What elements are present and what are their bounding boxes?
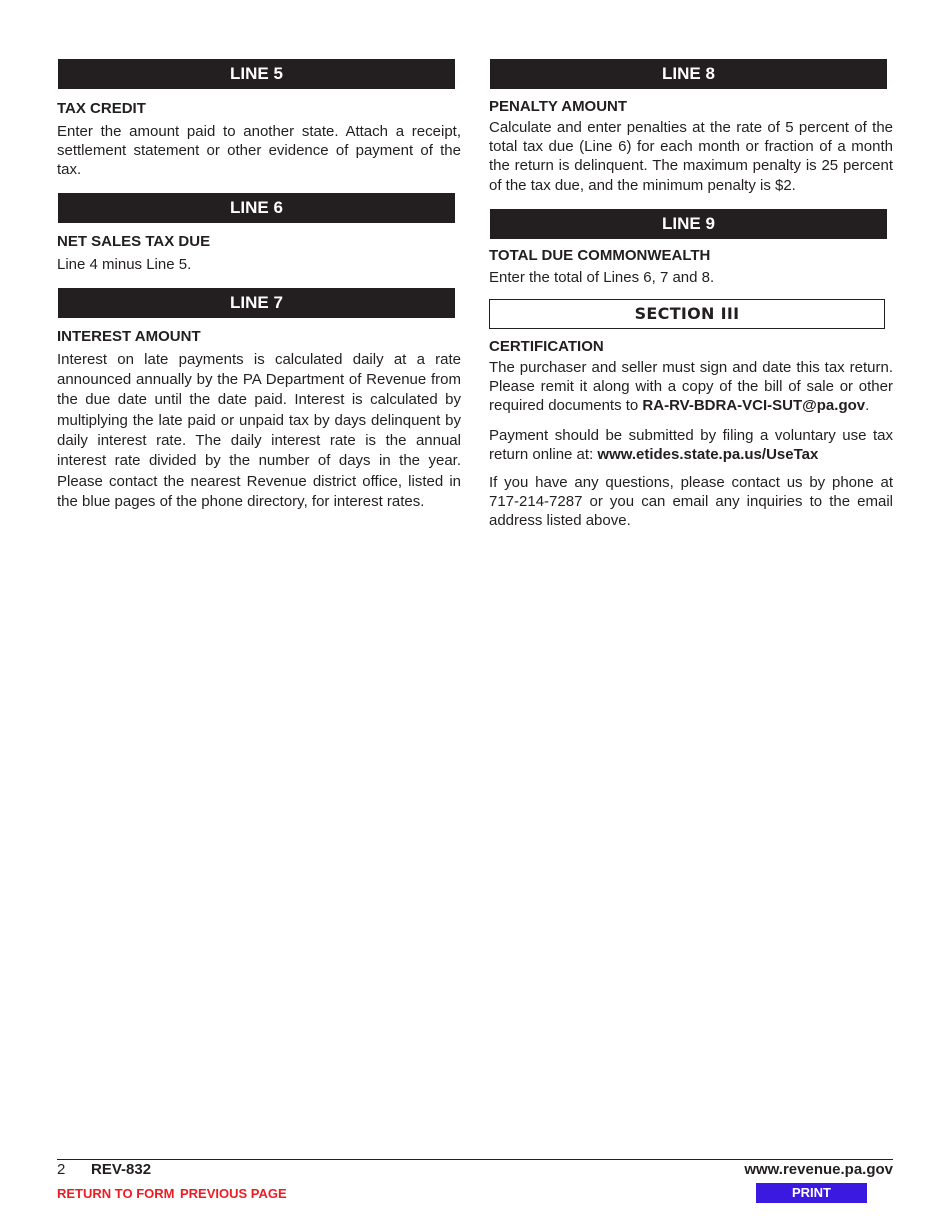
tax-credit-text: Enter the amount paid to another state. Attach a receipt, settlement statement or other evidence of payment of the tax.: [57, 123, 461, 179]
online-payment-body: Payment should be submitted by filing a voluntary use tax return online at:: [489, 426, 893, 463]
total-due-heading: TOTAL DUE COMMONWEALTH: [489, 246, 711, 264]
website: www.revenue.pa.gov: [744, 1161, 893, 1178]
line-7-bar: LINE 7: [58, 288, 455, 318]
online-payment-text: [489, 426, 893, 464]
interest-amount-text: Interest on late payments is calculated daily at a rate announced annually by the PA Department of Revenue from the due date until the date paid. Interest is calculated by multiplying the late paid or unpaid tax by days delinquent by daily interest rate. The daily interest rate is the annual interest rate divided by the number of days in the year. Please contact the nearest Revenue district office, listed in the blue pages of the phone directory, for interest rates.: [57, 350, 461, 510]
line-8-bar: LINE 8: [490, 59, 887, 89]
interest-amount-heading: INTEREST AMOUNT: [57, 327, 201, 345]
etides-url: www.etides.state.pa.us/UseTax: [597, 445, 819, 463]
remittance-email: RA-RV-BDRA-VCI-SUT@pa.gov: [642, 397, 866, 415]
certification-text: [489, 358, 893, 416]
tax-credit-heading: TAX CREDIT: [57, 100, 146, 117]
certification-body: The purchaser and seller must sign and date this tax return. Please remit it along with a copy of the bill of sale or other required documents to: [489, 359, 893, 415]
previous-page-link[interactable]: PREVIOUS PAGE: [180, 1186, 287, 1201]
print-button[interactable]: PRINT: [756, 1183, 867, 1203]
footer-divider: [57, 1159, 893, 1160]
total-due-text: Enter the total of Lines 6, 7 and 8.: [489, 268, 715, 286]
penalty-amount-text: Calculate and enter penalties at the rate of 5 percent of the total tax due (Line 6) for each month or fraction of a month the return is delinquent. The maximum penalty is 25 percent of the tax due, and the minimum penalty is $2.: [489, 119, 893, 194]
return-to-form-link[interactable]: RETURN TO FORM: [57, 1186, 175, 1201]
net-sales-tax-text: Line 4 minus Line 5.: [57, 255, 192, 273]
line-9-bar: LINE 9: [490, 209, 887, 239]
section-3-bar: SECTION III: [489, 299, 885, 329]
left-column: [57, 59, 461, 512]
form-number: REV-832: [91, 1161, 152, 1178]
penalty-amount-heading: PENALTY AMOUNT: [489, 98, 628, 115]
contact-text: If you have any questions, please contact us by phone at 717-214-7287 or you can email any inquiries to the email address listed above.: [489, 474, 893, 530]
certification-period: .: [865, 397, 870, 415]
net-sales-tax-heading: NET SALES TAX DUE: [57, 232, 211, 250]
line-5-bar: LINE 5: [58, 59, 455, 89]
page-number: 2: [57, 1161, 66, 1178]
right-column: [489, 59, 893, 531]
line-6-bar: LINE 6: [58, 193, 455, 223]
certification-heading: CERTIFICATION: [489, 338, 604, 356]
